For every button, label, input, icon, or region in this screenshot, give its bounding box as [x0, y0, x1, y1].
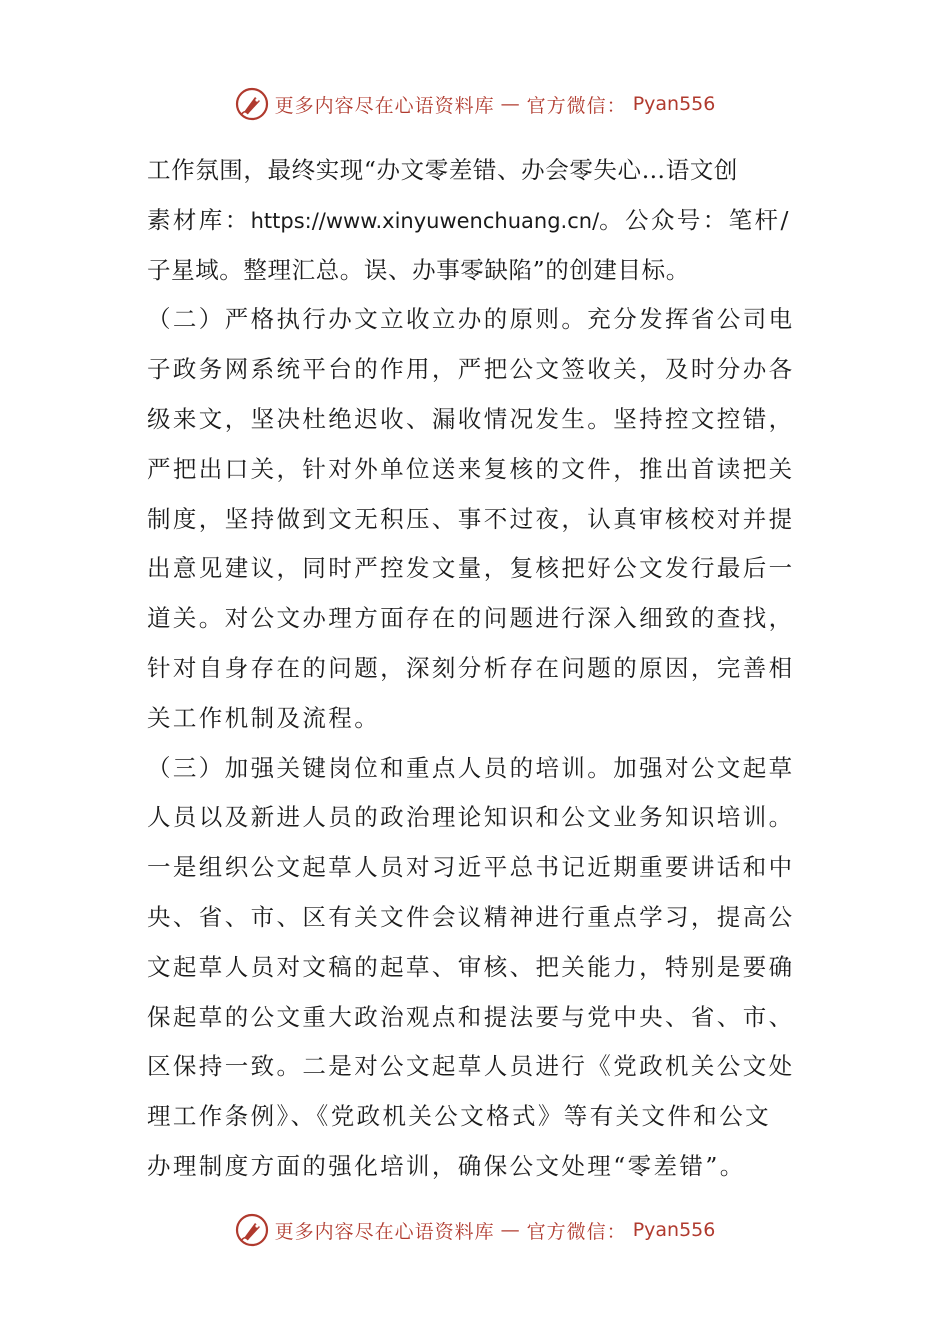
banner-wechat-label: 官方微信： [526, 94, 627, 117]
header-banner [0, 84, 950, 124]
text-line: 一是组织公文起草人员对习近平总书记近期重要讲话和中 [147, 853, 795, 882]
text-segment: 素材库： [147, 205, 251, 234]
website-url: https://www.xinyuwenchuang.cn/ [250, 208, 600, 233]
text-line: 央、省、市、区有关文件会议精神进行重点学习，提高公 [147, 902, 795, 931]
text-line: 子政务网系统平台的作用，严把公文签收关，及时分办各 [147, 355, 795, 384]
text-line: 级来文，坚决杜绝迟收、漏收情况发生。坚持控文控错， [147, 404, 795, 433]
text-line: 办理制度方面的强化培训，确保公文处理“零差错”。 [147, 1151, 746, 1180]
banner-wechat-label: 官方微信： [526, 1220, 627, 1243]
text-line: 区保持一致。二是对公文起草人员进行《党政机关公文处 [147, 1052, 795, 1081]
text-line: 出意见建议，同时严控发文量，复核把好公文发行最后一 [147, 554, 795, 583]
text-line: 保起草的公文重大政治观点和提法要与党中央、省、市、 [147, 1002, 795, 1031]
text-line [147, 196, 807, 246]
banner-title: 更多内容尽在心语资料库 [274, 94, 495, 117]
text-line: 关工作机制及流程。 [147, 703, 381, 732]
text-line: （三）加强关键岗位和重点人员的培训。加强对公文起草 [147, 753, 795, 782]
banner-title: 更多内容尽在心语资料库 [274, 1220, 495, 1243]
text-line: 工作氛围，最终实现“办文零差错、办会零失心…语文创 [147, 156, 739, 184]
text-line: 文起草人员对文稿的起草、审核、把关能力，特别是要确 [147, 952, 795, 981]
text-line: 针对自身存在的问题，深刻分析存在问题的原因，完善相 [147, 653, 795, 682]
banner-dash: — [500, 1219, 521, 1241]
pen-nib-logo-icon [235, 87, 269, 121]
text-line: 人员以及新进人员的政治理论知识和公文业务知识培训。 [147, 803, 795, 832]
text-line: 子星域。整理汇总。误、办事零缺陷”的创建目标。 [147, 255, 690, 284]
text-segment: 。公众号：笔杆/ [599, 205, 791, 234]
text-line: 道关。对公文办理方面存在的问题进行深入细致的查找， [147, 604, 795, 633]
pen-nib-logo-icon [235, 1213, 269, 1247]
banner-dash: — [500, 93, 521, 115]
footer-banner [0, 1210, 950, 1250]
text-line: （二）严格执行办文立收立办的原则。充分发挥省公司电 [147, 305, 795, 334]
document-body [147, 146, 807, 1192]
text-line: 严把出口关，针对外单位送来复核的文件，推出首读把关 [147, 454, 795, 483]
text-line: 制度，坚持做到文无积压、事不过夜，认真审核校对并提 [147, 504, 795, 533]
banner-wechat-id: Pyan556 [632, 1219, 716, 1241]
text-line: 理工作条例》、《党政机关公文格式》等有关文件和公文 [147, 1102, 771, 1131]
banner-wechat-id: Pyan556 [632, 93, 716, 115]
